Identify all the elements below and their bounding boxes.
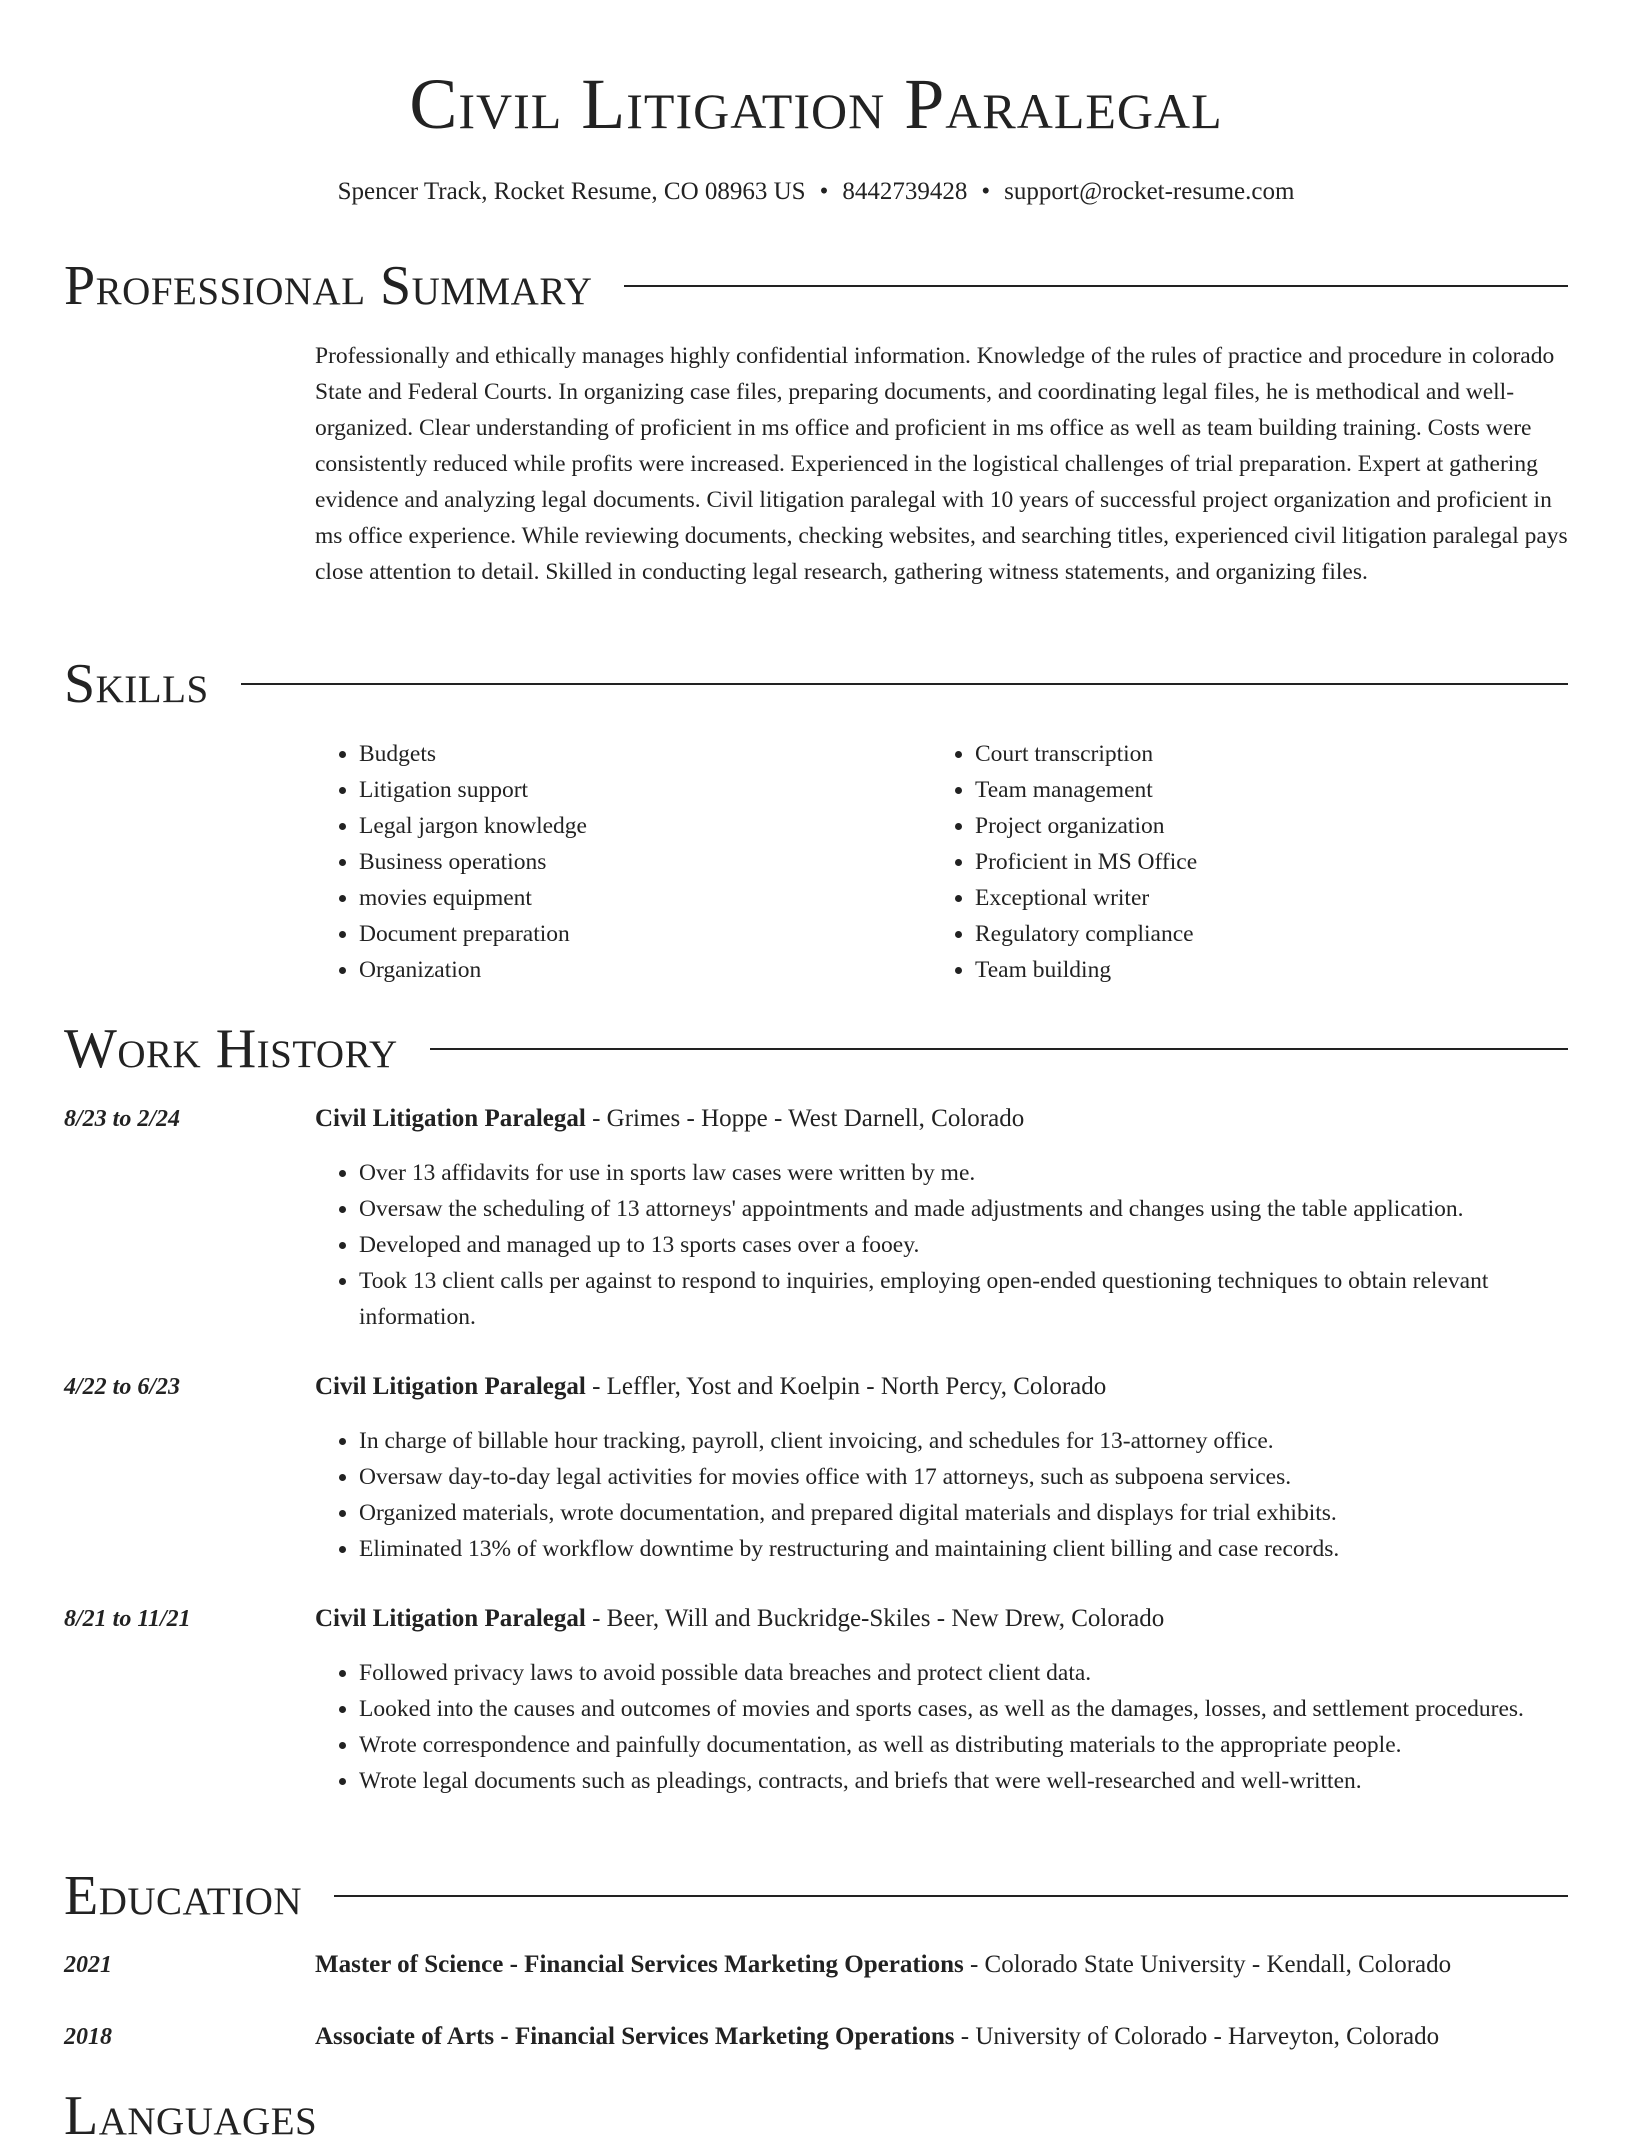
education-heading: [315, 1947, 1568, 1983]
skill-item: • Project organization: [975, 808, 1547, 844]
section-heading-work: [64, 1017, 1568, 1081]
education-heading: [315, 2019, 1568, 2055]
job-bullet: • Took 13 client calls per against to respond to inquiries, employing open-ended questioning techniques to obtain relevant information.: [359, 1263, 1568, 1335]
section-divider: [334, 1895, 1568, 1897]
education-school: - Colorado State University - Kendall, Colorado: [963, 1951, 1452, 1978]
job-bullet: • Developed and managed up to 13 sports cases over a fooey.: [359, 1227, 1568, 1263]
skill-item: • Regulatory compliance: [975, 916, 1547, 952]
education-year: 2018: [64, 2024, 112, 2050]
job-employer: - Leffler, Yost and Koelpin - North Percy, Colorado: [585, 1373, 1107, 1400]
skill-item: • Budgets: [359, 736, 931, 772]
contact-line: [64, 174, 1568, 210]
job-bullets: [315, 1655, 1568, 1799]
skill-item: • Proficient in MS Office: [975, 844, 1547, 880]
job-employer: - Beer, Will and Buckridge-Skiles - New Drew, Colorado: [585, 1605, 1165, 1632]
skill-item: • Team management: [975, 772, 1547, 808]
job-heading: [315, 1101, 1568, 1137]
contact-separator: •: [981, 178, 991, 205]
contact-separator: •: [819, 178, 829, 205]
job-bullet: • In charge of billable hour tracking, payroll, client invoicing, and schedules for 13-attorney office.: [359, 1423, 1568, 1459]
education-school: - University of Colorado - Harveyton, Colorado: [954, 2023, 1440, 2050]
skills-column-right: [931, 736, 1547, 988]
job-bullet: • Followed privacy laws to avoid possible data breaches and protect client data.: [359, 1655, 1568, 1691]
section-divider: [624, 285, 1568, 287]
skill-item: • Court transcription: [975, 736, 1547, 772]
job-employer: - Grimes - Hoppe - West Darnell, Colorado: [585, 1105, 1025, 1132]
skill-item: • Legal jargon knowledge: [359, 808, 931, 844]
section-title: Education: [64, 1865, 303, 1927]
skill-item: • Litigation support: [359, 772, 931, 808]
job-bullet: • Looked into the causes and outcomes of movies and sports cases, as well as the damages, losses, and settlement procedures.: [359, 1691, 1568, 1727]
skill-item: • Document preparation: [359, 916, 931, 952]
section-title: Languages: [64, 2085, 318, 2147]
contact-address: Spencer Track, Rocket Resume, CO 08963 US: [337, 178, 806, 205]
job-title: Civil Litigation Paralegal: [315, 1373, 586, 1400]
job-heading: [315, 1369, 1568, 1405]
job-dates: 4/22 to 6/23: [64, 1374, 181, 1400]
skill-item: • Business operations: [359, 844, 931, 880]
job-bullet: • Wrote correspondence and painfully documentation, as well as distributing materials to the appropriate people.: [359, 1727, 1568, 1763]
section-heading-languages: [64, 2084, 1568, 2148]
skill-item: • Team building: [975, 952, 1547, 988]
education-degree: Associate of Arts - Financial Services Marketing Operations: [315, 2023, 955, 2050]
skill-item: • Exceptional writer: [975, 880, 1547, 916]
contact-phone: 8442739428: [842, 178, 968, 205]
section-divider: [430, 1048, 1568, 1050]
job-bullet: • Oversaw the scheduling of 13 attorneys' appointments and made adjustments and changes using the table application.: [359, 1191, 1568, 1227]
resume-title: Civil Litigation Paralegal: [409, 64, 1223, 144]
section-title: Skills: [64, 653, 209, 715]
section-heading-skills: [64, 652, 1568, 716]
job-heading: [315, 1601, 1568, 1637]
job-bullet: • Oversaw day-to-day legal activities for movies office with 17 attorneys, such as subpoena services.: [359, 1459, 1568, 1495]
section-heading-summary: [64, 254, 1568, 318]
education-degree: Master of Science - Financial Services Marketing Operations: [315, 1951, 964, 1978]
summary-text: Professionally and ethically manages highly confidential information. Knowledge of the rules of practice and procedure in colorado State and Federal Courts. In organizing case files, preparing documents, and coordinating legal files, he is methodical and well-organized. Clear understanding of proficient in ms office and proficient in ms office as well as team building training. Costs were consistently reduced while profits were increased. Experienced in the logistical challenges of trial preparation. Expert at gathering evidence and analyzing legal documents. Civil litigation paralegal with 10 years of successful project organization and proficient in ms office experience. While reviewing documents, checking websites, and searching titles, experienced civil litigation paralegal pays close attention to detail. Skilled in conducting legal research, gathering witness statements, and organizing files.: [315, 343, 1568, 585]
contact-email: support@rocket-resume.com: [1004, 178, 1295, 205]
job-title: Civil Litigation Paralegal: [315, 1605, 586, 1632]
skills-list: [315, 736, 1568, 988]
job-bullets: [315, 1155, 1568, 1335]
job-bullets: [315, 1423, 1568, 1567]
job-bullet: • Over 13 affidavits for use in sports law cases were written by me.: [359, 1155, 1568, 1191]
education-year: 2021: [64, 1952, 112, 1978]
section-title: Work History: [64, 1018, 398, 1080]
job-dates: 8/21 to 11/21: [64, 1606, 191, 1632]
job-bullet: • Organized materials, wrote documentation, and prepared digital materials and displays for trial exhibits.: [359, 1495, 1568, 1531]
section-heading-education: [64, 1864, 1568, 1928]
skill-item: • movies equipment: [359, 880, 931, 916]
skills-column-left: [315, 736, 931, 988]
job-bullet: • Eliminated 13% of workflow downtime by restructuring and maintaining client billing and case records.: [359, 1531, 1568, 1567]
section-divider: [241, 683, 1568, 685]
section-title: Professional Summary: [64, 255, 593, 317]
job-title: Civil Litigation Paralegal: [315, 1105, 586, 1132]
job-dates: 8/23 to 2/24: [64, 1106, 181, 1132]
job-bullet: • Wrote legal documents such as pleadings, contracts, and briefs that were well-researched and well-written.: [359, 1763, 1568, 1799]
skill-item: • Organization: [359, 952, 931, 988]
